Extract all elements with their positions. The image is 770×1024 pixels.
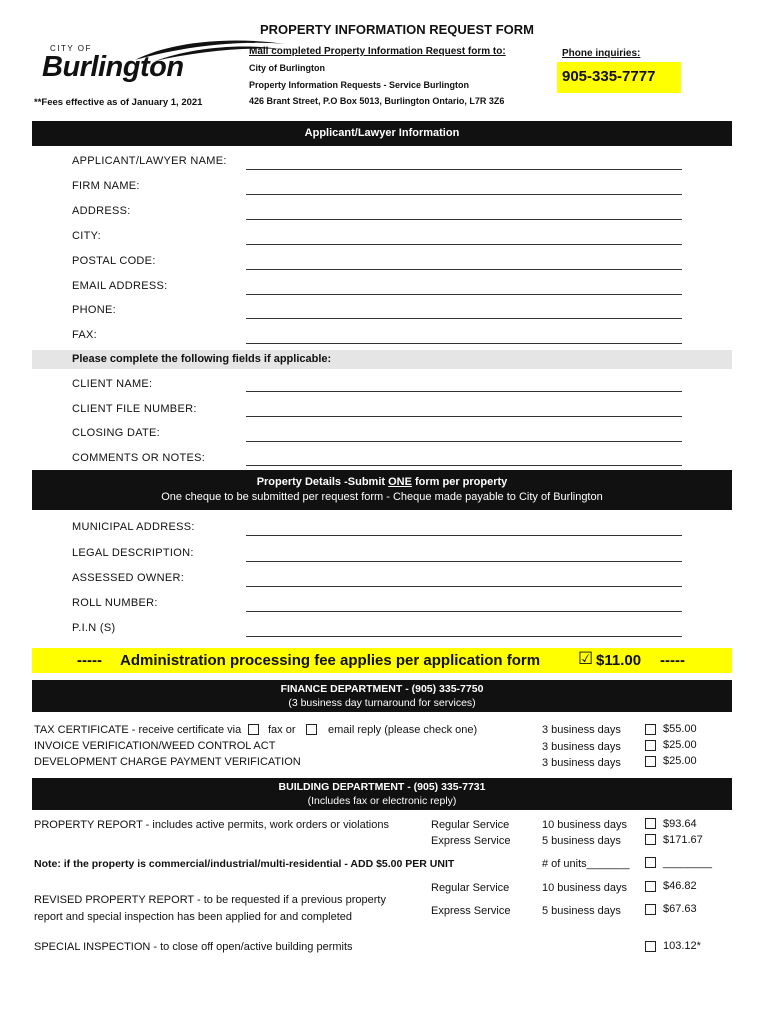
assessed-owner-field[interactable] <box>246 586 682 587</box>
report-express-checkbox[interactable] <box>645 834 656 845</box>
revised-regular-price: $46.82 <box>663 880 697 892</box>
development-charge-checkbox[interactable] <box>645 756 656 767</box>
property-title-emph: ONE <box>388 476 412 488</box>
fees-note: **Fees effective as of January 1, 2021 <box>34 97 203 108</box>
fax-label: FAX: <box>72 329 98 341</box>
closing-date-field[interactable] <box>246 441 682 442</box>
comments-label: COMMENTS OR NOTES: <box>72 452 206 464</box>
tax-cert-email-checkbox[interactable] <box>306 724 317 735</box>
invoice-verification-days: 3 business days <box>542 741 621 753</box>
mail-line-2: Property Information Requests - Service Burlington <box>249 80 470 90</box>
revised-express-label: Express Service <box>431 905 511 917</box>
city-label: CITY: <box>72 230 102 242</box>
units-label: # of units_______ <box>542 858 630 870</box>
building-title: BUILDING DEPARTMENT - (905) 335-7731 <box>278 781 486 793</box>
report-regular-days: 10 business days <box>542 819 627 831</box>
invoice-verification-label: INVOICE VERIFICATION/WEED CONTROL ACT <box>34 740 276 752</box>
admin-fee-banner <box>32 648 732 673</box>
admin-fee-amount: $11.00 <box>596 652 642 669</box>
revised-report-line-1: REVISED PROPERTY REPORT - to be requested if a previous property <box>34 894 386 906</box>
client-file-number-field[interactable] <box>246 416 682 417</box>
mail-line-1: City of Burlington <box>249 63 325 73</box>
optional-heading: Please complete the following fields if applicable: <box>72 353 332 365</box>
finance-title: FINANCE DEPARTMENT - (905) 335-7750 <box>280 683 484 695</box>
closing-date-label: CLOSING DATE: <box>72 427 161 439</box>
finance-subtitle: (3 business day turnaround for services) <box>288 697 476 709</box>
units-price: ________ <box>663 857 712 869</box>
address-label: ADDRESS: <box>72 205 131 217</box>
admin-fee-dashes-left: ----- <box>77 652 102 669</box>
pin-label: P.I.N (S) <box>72 622 116 634</box>
property-section-subtitle: One cheque to be submitted per request form - Cheque made payable to City of Burlington <box>161 491 603 503</box>
special-inspection-label: SPECIAL INSPECTION - to close off open/active building permits <box>34 941 353 953</box>
applicant-section-header <box>32 121 732 146</box>
report-express-days: 5 business days <box>542 835 621 847</box>
revised-regular-days: 10 business days <box>542 882 627 894</box>
property-section-title <box>32 476 732 488</box>
phone-field[interactable] <box>246 318 682 319</box>
special-inspection-checkbox[interactable] <box>645 941 656 952</box>
property-section-header <box>32 470 732 510</box>
report-regular-label: Regular Service <box>431 819 510 831</box>
revised-express-price: $67.63 <box>663 903 697 915</box>
phone-label: PHONE: <box>72 304 116 316</box>
applicant-name-label: APPLICANT/LAWYER NAME: <box>72 155 227 167</box>
development-charge-label: DEVELOPMENT CHARGE PAYMENT VERIFICATION <box>34 756 301 768</box>
admin-fee-text: Administration processing fee applies per application form <box>120 652 541 669</box>
fax-field[interactable] <box>246 343 682 344</box>
property-report-label: PROPERTY REPORT - includes active permits, work orders or violations <box>34 819 389 831</box>
municipal-address-label: MUNICIPAL ADDRESS: <box>72 521 195 533</box>
client-name-label: CLIENT NAME: <box>72 378 153 390</box>
tax-cert-fax-checkbox[interactable] <box>248 724 259 735</box>
revised-regular-checkbox[interactable] <box>645 881 656 892</box>
client-file-number-label: CLIENT FILE NUMBER: <box>72 403 197 415</box>
applicant-name-field[interactable] <box>246 169 682 170</box>
report-express-price: $171.67 <box>663 834 703 846</box>
legal-description-label: LEGAL DESCRIPTION: <box>72 547 194 559</box>
logo-city-of: CITY OF <box>50 44 92 53</box>
property-title-post: form per property <box>411 476 508 488</box>
logo-wordmark: Burlington <box>42 51 184 83</box>
mail-line-3: 426 Brant Street, P.O Box 5013, Burlington Ontario, L7R 3Z6 <box>249 96 505 106</box>
tax-certificate-label: TAX CERTIFICATE - receive certificate via <box>34 724 242 736</box>
tax-cert-price: $55.00 <box>663 723 697 735</box>
email-label: EMAIL ADDRESS: <box>72 280 168 292</box>
firm-name-field[interactable] <box>246 194 682 195</box>
development-charge-days: 3 business days <box>542 757 621 769</box>
special-inspection-price: 103.12* <box>663 940 701 952</box>
admin-fee-dashes-right: ----- <box>660 652 685 669</box>
tax-cert-email-label: email reply (please check one) <box>328 724 478 736</box>
assessed-owner-label: ASSESSED OWNER: <box>72 572 185 584</box>
revised-express-days: 5 business days <box>542 905 621 917</box>
legal-description-field[interactable] <box>246 561 682 562</box>
invoice-verification-checkbox[interactable] <box>645 740 656 751</box>
client-name-field[interactable] <box>246 391 682 392</box>
phone-heading: Phone inquiries: <box>562 48 641 59</box>
report-regular-price: $93.64 <box>663 818 697 830</box>
roll-number-label: ROLL NUMBER: <box>72 597 158 609</box>
firm-name-label: FIRM NAME: <box>72 180 140 192</box>
invoice-verification-price: $25.00 <box>663 739 697 751</box>
email-field[interactable] <box>246 294 682 295</box>
revised-regular-label: Regular Service <box>431 882 510 894</box>
revised-express-checkbox[interactable] <box>645 904 656 915</box>
postal-code-field[interactable] <box>246 269 682 270</box>
building-subtitle: (Includes fax or electronic reply) <box>307 795 457 807</box>
page-title: PROPERTY INFORMATION REQUEST FORM <box>260 22 534 37</box>
roll-number-field[interactable] <box>246 611 682 612</box>
city-logo <box>40 40 250 85</box>
city-field[interactable] <box>246 244 682 245</box>
address-field[interactable] <box>246 219 682 220</box>
phone-number: 905-335-7777 <box>562 68 656 85</box>
building-section-header <box>32 778 732 810</box>
units-checkbox[interactable] <box>645 857 656 868</box>
finance-section-header <box>32 680 732 712</box>
mail-heading: Mail completed Property Information Request form to: <box>249 46 506 57</box>
postal-code-label: POSTAL CODE: <box>72 255 156 267</box>
comments-field[interactable] <box>246 465 682 466</box>
property-title-pre: Property Details -Submit <box>256 476 389 488</box>
revised-report-line-2: report and special inspection has been applied for and completed <box>34 911 352 923</box>
development-charge-price: $25.00 <box>663 755 697 767</box>
tax-cert-checkbox[interactable] <box>645 724 656 735</box>
optional-heading-bar <box>32 350 732 369</box>
report-regular-checkbox[interactable] <box>645 818 656 829</box>
municipal-address-field[interactable] <box>246 535 682 536</box>
phone-number-box <box>557 62 681 93</box>
commercial-note: Note: if the property is commercial/industrial/multi-residential - ADD $5.00 PER UNIT <box>34 858 455 870</box>
tax-cert-fax-label: fax or <box>268 724 296 736</box>
applicant-section-title: Applicant/Lawyer Information <box>304 127 460 139</box>
pin-field[interactable] <box>246 636 682 637</box>
admin-fee-checkbox-icon[interactable]: ☑ <box>578 649 594 669</box>
report-express-label: Express Service <box>431 835 511 847</box>
tax-cert-days: 3 business days <box>542 724 621 736</box>
